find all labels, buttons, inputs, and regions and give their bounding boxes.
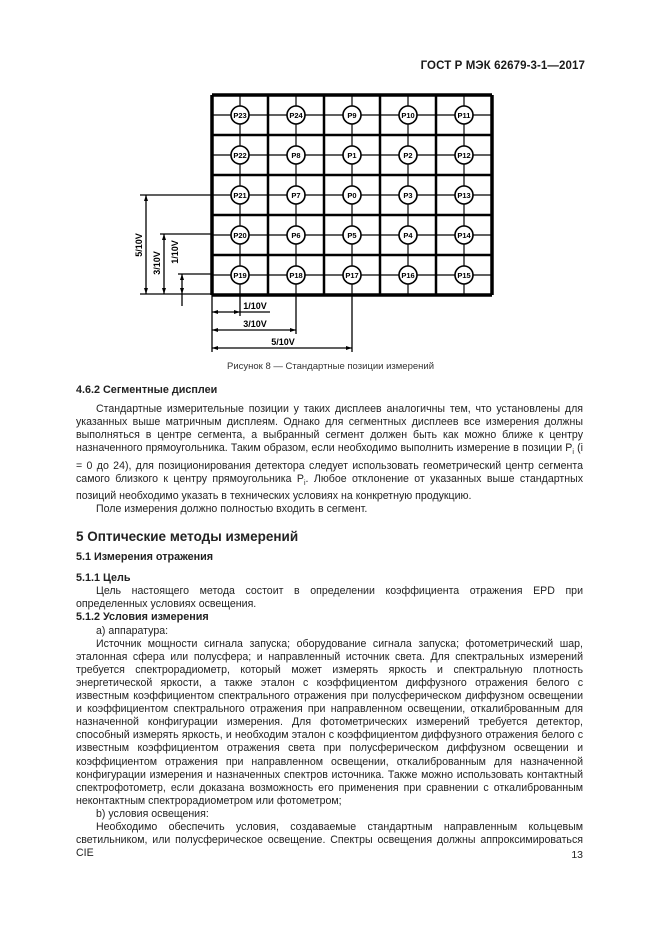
vertical-dimension-label: 5/10V [134,233,144,257]
position-label: P1 [347,151,357,160]
position-label: P19 [233,271,247,280]
section-heading: 5.1 Измерения отражения [76,551,214,564]
vertical-dimension-label: 3/10V [152,251,162,275]
paragraph: Стандартные измерительные позиции у таких дисплеев аналогичны тем, что установлены для указанных выше матричным дисплеям. Однако для сегментных дисплеев все измерения должны выполняться в центре сегмента, а выбранный сегмент должен быть как можно ближе к центру назначенного прямоугольника. Таким образом, если необходимо выполнить измерение в позиции $P_i$ (i = 0 до 24), для позиционирования детектора следует использовать геометрический центр сегмента самого близкого к центру прямоугольника $P_i$. Любое отклонение от указанных выше стандартных позиций необходимо указать в технических условиях на конкретную продукцию. [76,403,583,502]
section-5 [76,530,583,860]
figure-caption: Рисунок 8 — Стандартные позиции измерений [227,361,434,372]
horizontal-dimension-label: 1/10V [243,301,267,311]
position-label: P12 [457,151,471,160]
list-item-label: а) аппаратура: [96,624,169,637]
position-label: P9 [347,111,357,120]
position-label: P10 [401,111,415,120]
vertical-dimension-label: 1/10V [170,240,180,264]
position-label: P17 [345,271,359,280]
position-label: P18 [289,271,303,280]
position-label: P8 [291,151,301,160]
position-label: P3 [403,191,413,200]
document-header: ГОСТ Р МЭК 62679-3-1—2017 [420,60,585,72]
paragraph: Цель настоящего метода состоит в определении коэффициента отражения EPD при определенных условиях освещения. [76,585,583,611]
position-label: P15 [457,271,471,280]
subsection-heading: 5.1.1 Цель [76,572,131,585]
position-label: P0 [347,191,357,200]
section-4-6-2 [76,384,583,516]
horizontal-dimension-label: 5/10V [271,337,295,347]
figure-measurement-positions [0,0,661,360]
position-label: P21 [233,191,247,200]
paragraph: Поле измерения должно полностью входить в сегмент. [96,502,368,515]
section-heading: 4.6.2 Сегментные дисплеи [76,384,218,396]
position-label: P14 [457,231,471,240]
position-label: P23 [233,111,247,120]
subsection-heading: 5.1.2 Условия измерения [76,611,209,624]
chapter-heading: 5 Оптические методы измерений [76,529,299,544]
paragraph: Источник мощности сигнала запуска; оборудование сигнала запуска; фотометрический шар, эталонная сфера или полусфера; и направленный источник света. Для спектральных измерений требуется спектрорадиометр, который может измерять яркость и спектральную плотность энергетической яркости, а также эталон с коэффициентом диффузного отражения белого с известным коэффициентом спектрального отражения при полусферическом диффузном освещении и коэффициентом спектрального отражения при направленном освещении, откалиброванным для назначенной конфигурации измерения. Для фотометрических измерений требуется детектор, способный измерять яркость, и необходим эталон с коэффициентом диффузного отражения белого с известным коэффициентом отражения света при полусферическом диффузном освещении и коэффициентом отражения при направленном освещении, откалиброванным для назначенной конфигурации измерения и назначенных спектров источника. Также можно использовать контактный спектрофотометр, если доказана возможность его применения при сравнении с откалиброванным неконтактным спектрорадиометром или фотометром; [76,637,583,807]
position-label: P16 [401,271,415,280]
measurement-grid-diagram [0,0,661,360]
position-label: P11 [457,111,471,120]
page-number: 13 [571,849,583,861]
position-label: P13 [457,191,471,200]
horizontal-dimension-label: 3/10V [243,319,267,329]
position-label: P24 [289,111,303,120]
position-label: P4 [403,231,413,240]
position-label: P20 [233,231,247,240]
list-item-label: b) условия освещения: [96,807,209,820]
position-label: P7 [291,191,301,200]
position-label: P5 [347,231,357,240]
position-label: P6 [291,231,301,240]
position-label: P2 [403,151,413,160]
position-label: P22 [233,151,247,160]
paragraph: Необходимо обеспечить условия, создаваемые стандартным направленным кольцевым светильником, или полусферическое освещение. Спектры освещения должны аппроксимироваться CIE [76,820,583,860]
